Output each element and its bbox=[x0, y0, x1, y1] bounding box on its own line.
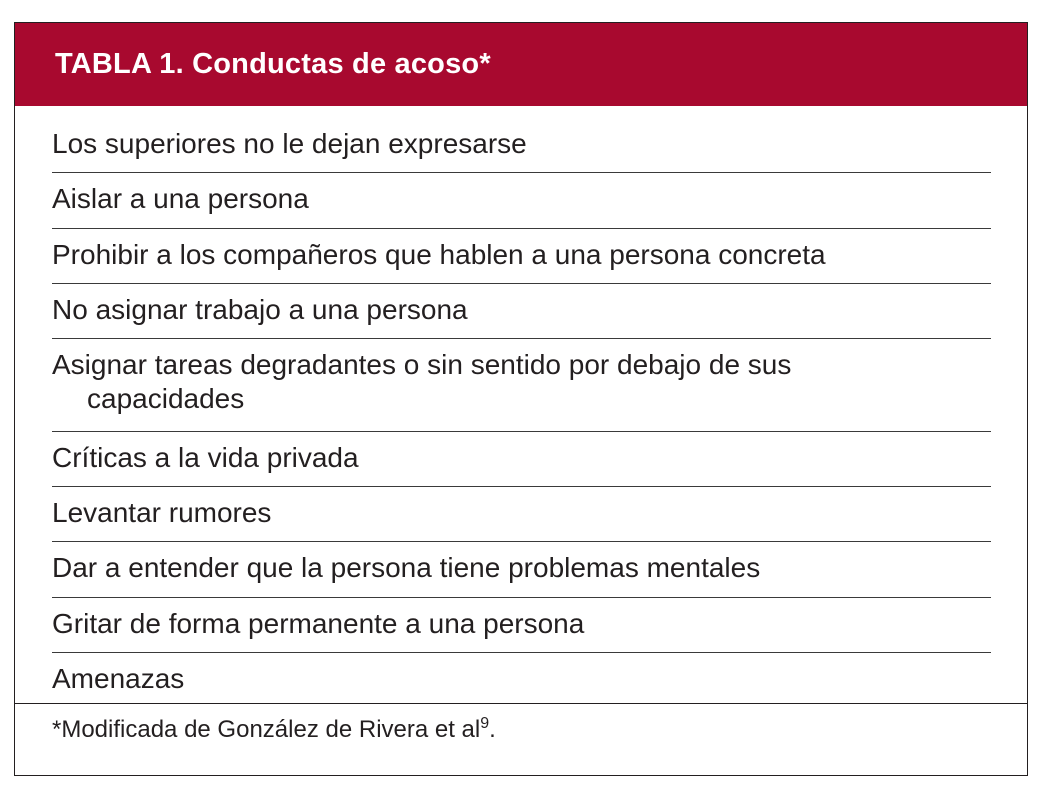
table-row bbox=[52, 542, 991, 598]
footnote bbox=[52, 715, 496, 745]
footnote-text: *Modificada de González de Rivera et al bbox=[52, 716, 481, 743]
table-body bbox=[52, 118, 991, 707]
row-text-continuation: capacidades bbox=[87, 383, 245, 414]
row-text: Amenazas bbox=[52, 663, 185, 694]
table-row bbox=[52, 653, 991, 707]
table-row bbox=[52, 173, 991, 229]
row-text: Gritar de forma permanente a una persona bbox=[52, 608, 585, 639]
row-text: Asignar tareas degradantes o sin sentido por debajo de sus bbox=[52, 349, 792, 380]
table-row bbox=[52, 487, 991, 542]
table-container bbox=[14, 22, 1028, 776]
row-text: Aislar a una persona bbox=[52, 183, 309, 214]
row-text: Los superiores no le dejan expresarse bbox=[52, 128, 527, 159]
table-row bbox=[52, 229, 991, 284]
footnote-reference: 9 bbox=[480, 715, 490, 732]
row-text: Prohibir a los compañeros que hablen a una persona concreta bbox=[52, 239, 826, 270]
footnote-divider bbox=[15, 703, 1027, 704]
row-text: Levantar rumores bbox=[52, 497, 272, 528]
table-row bbox=[52, 339, 991, 432]
row-text: Críticas a la vida privada bbox=[52, 442, 359, 473]
table-title: TABLA 1. Conductas de acoso* bbox=[55, 48, 491, 80]
row-text: Dar a entender que la persona tiene problemas mentales bbox=[52, 552, 761, 583]
table-row bbox=[52, 118, 991, 173]
table-row bbox=[52, 598, 991, 653]
table-row bbox=[52, 284, 991, 339]
table-row bbox=[52, 432, 991, 487]
table-header bbox=[15, 23, 1027, 106]
row-text: No asignar trabajo a una persona bbox=[52, 294, 468, 325]
footnote-end: . bbox=[489, 716, 496, 743]
